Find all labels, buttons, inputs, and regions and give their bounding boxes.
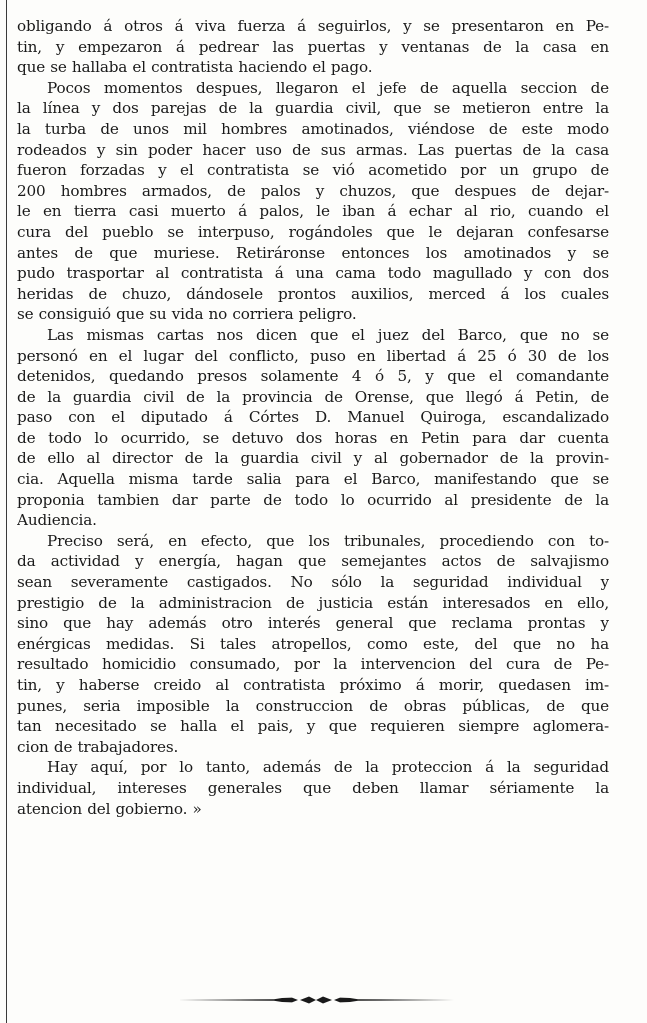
text-line: tan necesitado se halla el pais, y que requieren siempre aglomera- [17,717,609,736]
text-line: cura del pueblo se interpuso, rogándoles que le dejaran confesarse [17,222,609,241]
text-line: obligando á otros á viva fuerza á seguirlos, y se presentaron en Pe- [17,17,609,35]
text-line: cia. Aquella misma tarde salia para el Barco, manifestando que se [17,470,609,489]
text-line: se consiguió que su vida no corriera peligro. [17,305,357,324]
text-line: detenidos, quedando presos solamente 4 ó 5, y que el comandante [17,367,609,386]
text-line: resultado homicidio consumado, por la intervencion del cura de Pe- [17,655,609,674]
text-line: tin, y haberse creido al contratista próximo á morir, quedasen im- [17,676,609,694]
text-line: paso con el diputado á Córtes D. Manuel Quiroga, escandalizado [17,408,609,427]
paragraph-3 [17,325,609,531]
text-line: heridas de chuzo, dándosele prontos auxilios, merced á los cuales [17,284,609,303]
text-line: sino que hay además otro interés general que reclama prontas y [17,614,609,633]
text-line: Audiencia. [17,511,97,530]
text-line: la línea y dos parejas de la guardia civil, que se metieron entre la [17,99,609,118]
text-line: antes de que muriese. Retiráronse entonces los amotinados y se [17,243,609,262]
text-line: de ello al director de la guardia civil y al gobernador de la provin- [17,449,609,468]
text-line: de la guardia civil de la provincia de Orense, que llegó á Petin, de [17,387,609,406]
end-ornament-divider [178,993,454,1007]
text-line: personó en el lugar del conflicto, puso en libertad á 25 ó 30 de los [17,346,609,365]
text-line: tin, y empezaron á pedrear las puertas y ventanas de la casa en [17,37,609,56]
text-line: le en tierra casi muerto á palos, le iban á echar al rio, cuando el [17,202,609,221]
text-line: fueron forzadas y el contratista se vió acometido por un grupo de [17,161,609,180]
text-line: sean severamente castigados. No sólo la seguridad individual y [17,573,609,592]
text-line: punes, seria imposible la construccion de obras públicas, de que [17,696,609,715]
text-line: pudo trasportar al contratista á una cama todo magullado y con dos [17,264,609,283]
text-line: atencion del gobierno. » [17,799,202,818]
paragraph-4 [17,531,609,758]
text-line: Hay aquí, por lo tanto, además de la proteccion á la seguridad [47,758,609,777]
text-line: Preciso será, en efecto, que los tribunales, procediendo con to- [47,531,609,550]
text-line: da actividad y energía, hagan que semejantes actos de salvajismo [17,552,609,571]
text-line: que se hallaba el contratista haciendo el pago. [17,58,373,77]
text-line: Pocos momentos despues, llegaron el jefe de aquella seccion de [47,78,609,97]
text-line: la turba de unos mil hombres amotinados, viéndose de este modo [17,119,609,138]
text-line: proponia tambien dar parte de todo lo ocurrido al presidente de la [17,490,609,509]
paragraph-2 [17,78,609,325]
column-rule [6,0,7,1023]
text-line: cion de trabajadores. [17,737,179,756]
text-line: enérgicas medidas. Si tales atropellos, como este, del que no ha [17,634,609,653]
article-column [17,16,609,819]
text-line: Las mismas cartas nos dicen que el juez del Barco, que no se [47,325,609,344]
text-line: de todo lo ocurrido, se detuvo dos horas en Petin para dar cuenta [17,428,609,447]
paragraph-5 [17,757,609,819]
text-line: prestigio de la administracion de justicia están interesados en ello, [17,593,609,612]
paragraph-1 [17,16,609,78]
text-line: 200 hombres armados, de palos y chuzos, que despues de dejar- [17,181,609,200]
text-line: rodeados y sin poder hacer uso de sus armas. Las puertas de la casa [17,140,609,159]
text-line: individual, intereses generales que deben llamar sériamente la [17,778,609,797]
